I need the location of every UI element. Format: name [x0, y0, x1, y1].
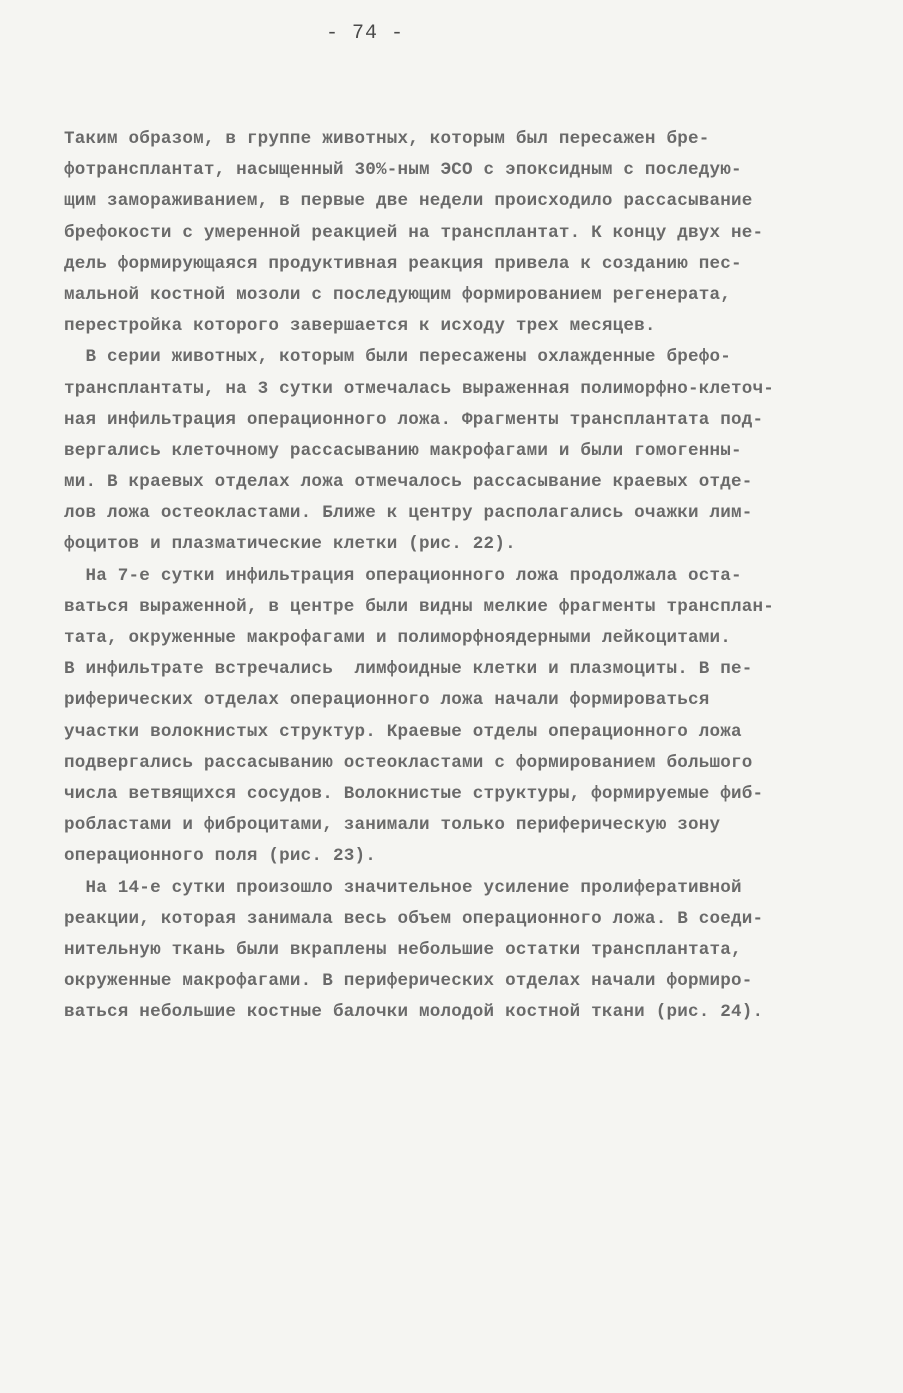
text-line: В серии животных, которым были пересажены охлажденные брефо-	[64, 347, 731, 368]
text-line: операционного поля (рис. 23).	[64, 846, 376, 867]
paragraph	[64, 342, 864, 560]
text-line: фоцитов и плазматические клетки (рис. 22).	[64, 534, 516, 555]
paragraph	[64, 124, 864, 342]
text-line: лов ложа остеокластами. Ближе к центру располагались очажки лим-	[64, 503, 753, 524]
text-line: тата, окруженные макрофагами и полиморфноядерными лейкоцитами.	[64, 628, 731, 648]
paragraph	[64, 873, 864, 1029]
text-line: перестройка которого завершается к исходу трех месяцев.	[64, 316, 656, 337]
text-line: окруженные макрофагами. В периферических отделах начали формиро-	[64, 971, 753, 992]
text-line: робластами и фиброцитами, занимали только периферическую зону	[64, 815, 721, 836]
text-line: участки волокнистых структур. Краевые отделы операционного ложа	[64, 721, 742, 742]
text-line: ми. В краевых отделах ложа отмечалось рассасывание краевых отде-	[64, 472, 753, 493]
text-line: брефокости с умеренной реакцией на трансплантат. К концу двух не-	[64, 222, 764, 243]
text-line: реакции, которая занимала весь объем операционного ложа. В соеди-	[64, 908, 764, 929]
text-line: ваться выраженной, в центре были видны мелкие фрагменты трансплан-	[64, 596, 775, 617]
text-line: В инфильтрате встречались лимфоидные клетки и плазмоциты. В пе-	[64, 659, 753, 680]
text-line: мальной костной мозоли с последующим формированием регенерата,	[64, 284, 731, 305]
body-text	[64, 124, 864, 1028]
text-line: ная инфильтрация операционного ложа. Фрагменты трансплантата под-	[64, 409, 764, 430]
paragraph	[64, 561, 864, 873]
text-line: фотрансплантат, насыщенный 30%-ным ЭСО с эпоксидным с последую-	[64, 160, 742, 181]
text-line: числа ветвящихся сосудов. Волокнистые структуры, формируемые фиб-	[64, 783, 764, 804]
text-line: ваться небольшие костные балочки молодой костной ткани (рис. 24).	[64, 1002, 764, 1023]
text-line: На 7-е сутки инфильтрация операционного ложа продолжала оста-	[64, 565, 742, 586]
text-line: риферических отделах операционного ложа начали формироваться	[64, 690, 710, 711]
text-line: подвергались рассасыванию остеокластами с формированием большого	[64, 752, 753, 773]
text-line: вергались клеточному рассасыванию макрофагами и были гомогенны-	[64, 440, 742, 461]
text-line: щим замораживанием, в первые две недели происходило рассасывание	[64, 191, 753, 212]
page-number: - 74 -	[325, 22, 404, 45]
text-line: дель формирующаяся продуктивная реакция привела к созданию пес-	[64, 253, 742, 274]
text-line: нительную ткань были вкраплены небольшие остатки трансплантата,	[64, 939, 742, 960]
text-line: трансплантаты, на 3 сутки отмечалась выраженная полиморфно-клеточ-	[64, 378, 775, 399]
text-line: Таким образом, в группе животных, которым был пересажен бре-	[64, 129, 710, 149]
text-line: На 14-е сутки произошло значительное усиление пролиферативной	[64, 877, 742, 898]
